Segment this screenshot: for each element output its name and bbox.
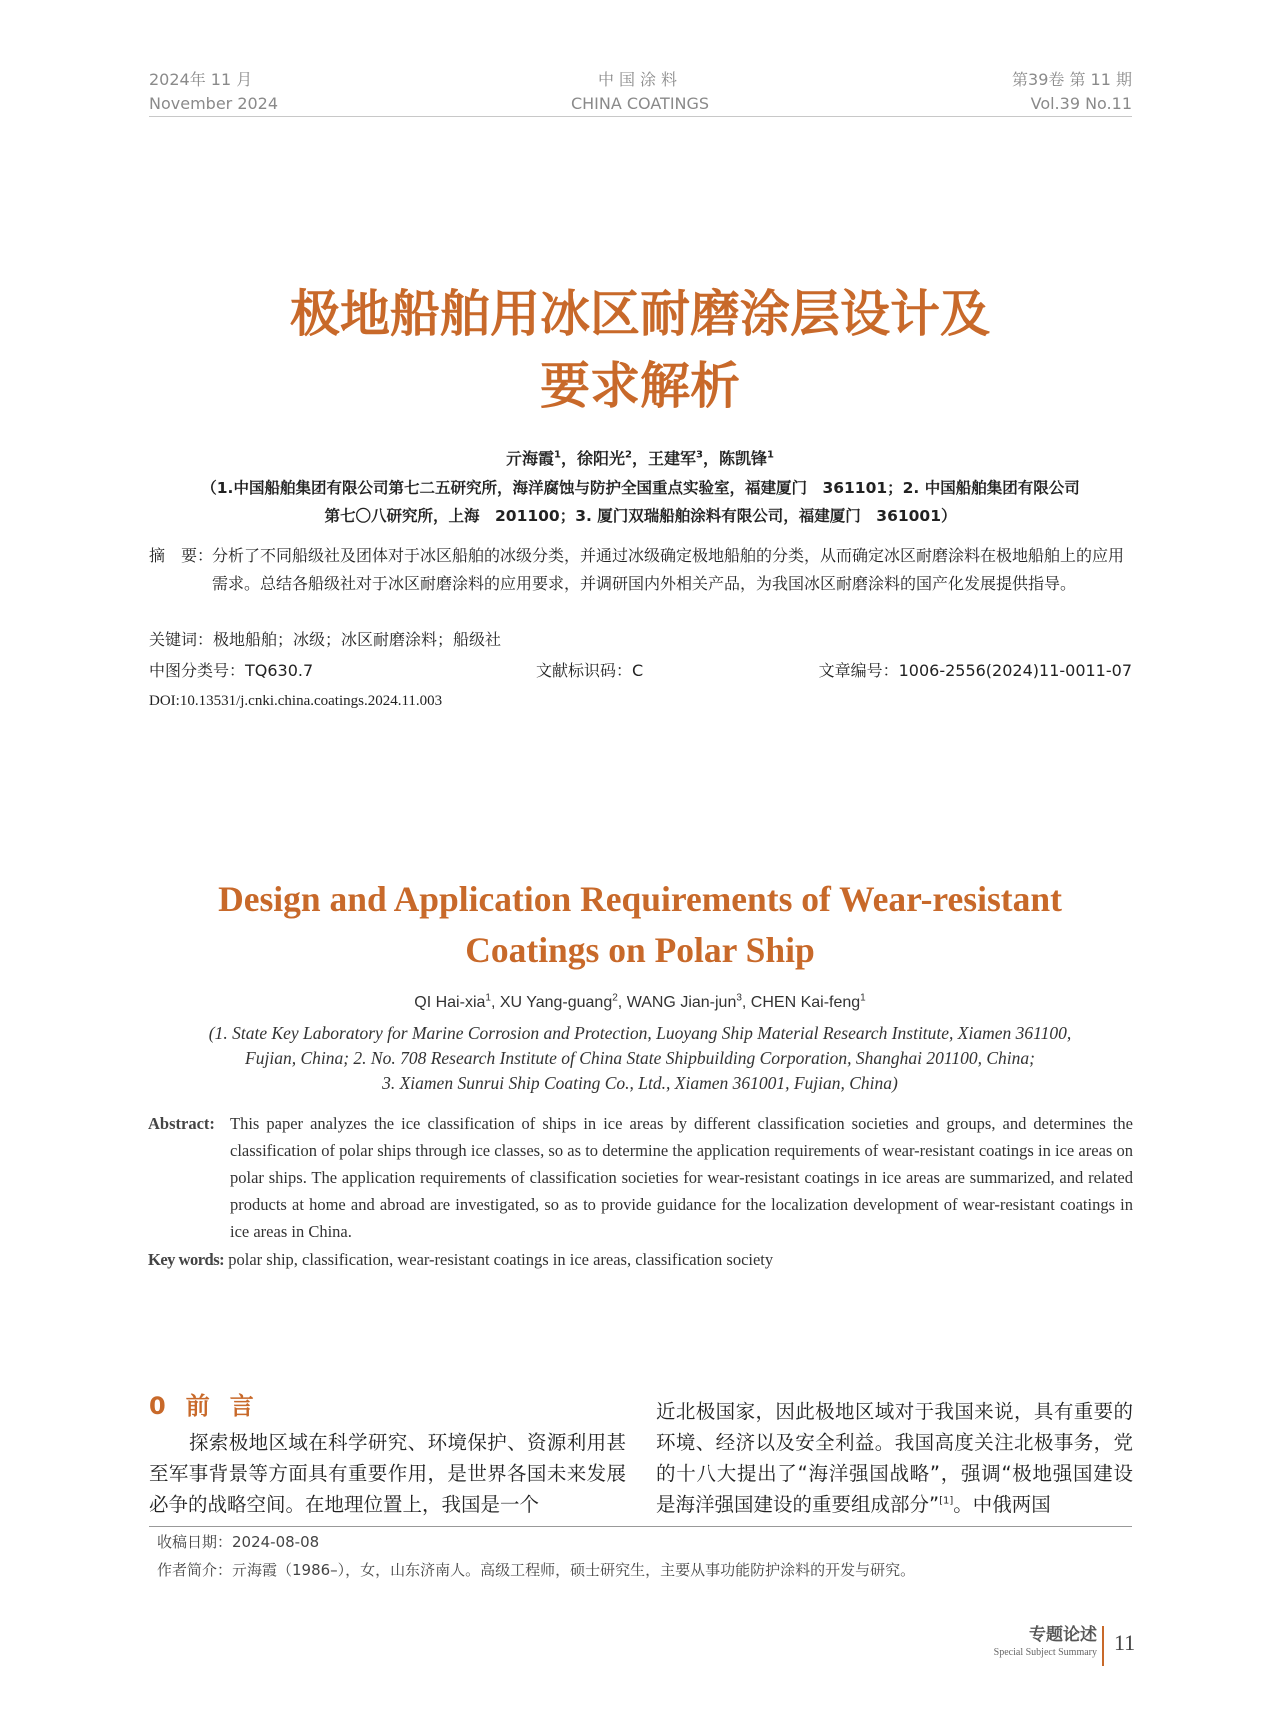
cn-author: 陈凯锋: [719, 449, 768, 468]
citation-ref[interactable]: [1]: [939, 1495, 954, 1507]
en-abstract-label: Abstract:: [148, 1114, 215, 1133]
en-author-sup: 3: [736, 992, 742, 1004]
cn-abstract-text: 分析了不同船级社及团体对于冰区船舶的冰级分类，并通过冰级确定极地船舶的分类，从而确定冰区耐磨涂料在极地船舶上的应用需求。总结各船级社对于冰区耐磨涂料的应用要求，并调研国内外相关产品，为我国冰区耐磨涂料的国产化发展提供指导。: [212, 546, 1125, 593]
section-title: 前言: [185, 1392, 274, 1420]
en-author-sep: ,: [490, 994, 500, 1011]
en-author-sup: 1: [485, 992, 491, 1004]
cn-author: 亓海霞: [506, 449, 555, 468]
cn-author-sep: ，: [631, 449, 648, 468]
en-author: QI Hai-xia: [414, 994, 486, 1011]
cn-author-sup: 2: [625, 449, 632, 461]
header-journal-en: CHINA COATINGS: [570, 94, 710, 113]
body-column-left: 探索极地区域在科学研究、环境保护、资源利用甚至军事背景等方面具有重要作用，是世界各国未来发展必争的战略空间。在地理位置上，我国是一个: [149, 1431, 626, 1516]
cn-abstract: [149, 542, 1132, 598]
footnote-divider: [149, 1526, 1132, 1527]
en-author-sup: 1: [860, 992, 866, 1004]
header-issue-cn: 第39卷 第 11 期: [1012, 70, 1132, 89]
en-author-sup: 2: [612, 992, 618, 1004]
en-author-sep: ,: [617, 994, 627, 1011]
footer-section-cn: 专题论述: [1029, 1625, 1097, 1645]
en-keywords-label: Key words:: [148, 1250, 225, 1269]
en-abstract-text: This paper analyzes the ice classification of ships in ice areas by different classification societies and groups, and determines the classification of polar ships through ice classes, so as to determine the application requirements of wear-resistant coatings in ice areas on polar ships. The application requirements of classification societies for wear-resistant coatings in ice areas are summarized, and related products at home and abroad are investigated, so as to provide guidance for the localization development of wear-resistant coatings in ice areas in China.: [230, 1114, 1133, 1241]
cn-keywords-text: 极地船舶；冰级；冰区耐磨涂料；船级社: [213, 630, 502, 649]
en-keywords-text: polar ship, classification, wear-resistant coatings in ice areas, classification society: [228, 1250, 774, 1269]
clc-number: 中图分类号：TQ630.7: [149, 661, 314, 680]
header-date-cn: 2024年 11 月: [149, 70, 253, 89]
en-affil-line1: (1. State Key Laboratory for Marine Corrosion and Protection, Luoyang Ship Material Research Institute, Xiamen 361100,: [208, 1023, 1072, 1043]
cn-author-sup: 3: [696, 449, 703, 461]
footnote-received: 收稿日期：2024-08-08: [157, 1533, 320, 1551]
cn-classification-row: [149, 657, 1132, 685]
cn-affiliations: [149, 474, 1132, 530]
body-column-right: [656, 1396, 1133, 1520]
body-right-text-end: 。中俄两国: [953, 1493, 1051, 1516]
en-author-sep: ,: [741, 994, 751, 1011]
en-title: [0, 874, 1280, 976]
cn-affil-line2: 第七〇八研究所，上海 201100；3. 厦门双瑞船舶涂料有限公司，福建厦门 361001）: [324, 507, 957, 525]
header-divider: [149, 116, 1132, 117]
en-abstract: [148, 1110, 1133, 1245]
section-number: 0: [149, 1392, 166, 1420]
header-journal-cn: 中国涂料: [597, 70, 682, 89]
body-right-text: 近北极国家，因此极地区域对于我国来说，具有重要的环境、经济以及安全利益。我国高度关注北极事务，党的十八大提出了“海洋强国战略”，强调“极地强国建设是海洋强国建设的重要组成部分”: [656, 1400, 1133, 1516]
cn-author-sep: ，: [560, 449, 577, 468]
doi: DOI:10.13531/j.cnki.china.coatings.2024.11.003: [149, 693, 443, 709]
cn-title-line1: 极地船舶用冰区耐磨涂层设计及: [290, 285, 990, 343]
document-code: 文献标识码：C: [536, 661, 644, 680]
article-number: 文章编号：1006-2556(2024)11-0011-07: [818, 661, 1132, 680]
en-title-line1: Design and Application Requirements of Wear-resistant: [218, 879, 1062, 919]
header-issue-en: Vol.39 No.11: [1030, 94, 1132, 113]
footer-accent-bar: [1102, 1626, 1104, 1666]
cn-title: [0, 278, 1280, 422]
en-affil-line3: 3. Xiamen Sunrui Ship Coating Co., Ltd., Xiamen 361001, Fujian, China): [382, 1073, 898, 1093]
en-authors: [0, 994, 1280, 1012]
cn-author-sup: 1: [554, 449, 561, 461]
page-number: 11: [1114, 1630, 1136, 1655]
cn-abstract-label: 摘 要：: [149, 546, 214, 565]
en-author: XU Yang-guang: [499, 994, 613, 1011]
cn-author: 王建军: [648, 449, 697, 468]
cn-authors: [0, 446, 1280, 469]
header-issue: [1012, 68, 1132, 116]
cn-title-line2: 要求解析: [540, 357, 740, 415]
en-affiliations: [0, 1021, 1280, 1096]
en-author: WANG Jian-jun: [626, 994, 737, 1011]
cn-author-sep: ，: [702, 449, 719, 468]
section-heading: [149, 1389, 274, 1423]
footer-section-en: Special Subject Summary: [993, 1647, 1097, 1658]
en-author: CHEN Kai-feng: [750, 994, 861, 1011]
cn-author: 徐阳光: [577, 449, 626, 468]
en-affil-line2: Fujian, China; 2. No. 708 Research Institute of China State Shipbuilding Corporation, Shanghai 201100, China;: [245, 1048, 1035, 1068]
cn-author-sup: 1: [767, 449, 774, 461]
footer-section: [994, 1624, 1097, 1660]
header-date-en: November 2024: [149, 94, 279, 113]
footnote-author-bio: 作者简介：亓海霞（1986–），女，山东济南人。高级工程师，硕士研究生，主要从事功能防护涂料的开发与研究。: [157, 1561, 916, 1579]
cn-affil-line1: （1.中国船舶集团有限公司第七二五研究所，海洋腐蚀与防护全国重点实验室，福建厦门 361101；2. 中国船舶集团有限公司: [201, 479, 1080, 497]
en-keywords: [148, 1246, 1133, 1273]
en-title-line2: Coatings on Polar Ship: [465, 930, 815, 970]
cn-keywords: [149, 626, 501, 654]
cn-keywords-label: 关键词：: [149, 630, 214, 649]
